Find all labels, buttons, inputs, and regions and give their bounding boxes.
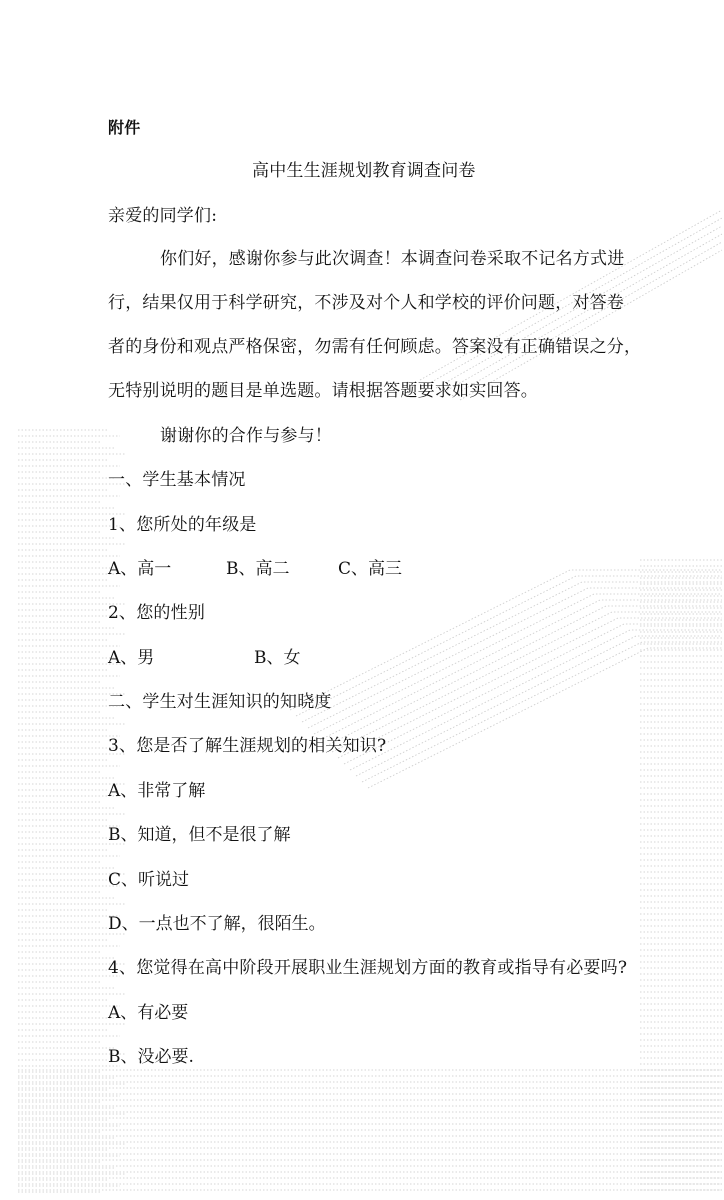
q2-option-a: A、男 bbox=[108, 648, 155, 668]
question-1: 1、您所处的年级是 bbox=[108, 515, 257, 535]
question-3: 3、您是否了解生涯规划的相关知识? bbox=[108, 736, 387, 756]
section-2-heading: 二、学生对生涯知识的知晓度 bbox=[108, 692, 332, 712]
q3-option-c: C、听说过 bbox=[108, 870, 190, 890]
q1-option-b: B、高二 bbox=[226, 559, 290, 579]
q3-option-a: A、非常了解 bbox=[108, 781, 206, 801]
q1-option-c: C、高三 bbox=[338, 559, 403, 579]
section-1-heading: 一、学生基本情况 bbox=[108, 470, 246, 490]
document-title: 高中生生涯规划教育调查问卷 bbox=[252, 161, 476, 181]
q4-option-b: B、没必要. bbox=[108, 1047, 194, 1067]
q2-option-b: B、女 bbox=[254, 648, 301, 668]
greeting: 亲爱的同学们: bbox=[108, 206, 218, 226]
thanks-line: 谢谢你的合作与参与！ bbox=[160, 426, 332, 446]
intro-line-2: 行，结果仅用于科学研究，不涉及对个人和学校的评价问题，对答卷 bbox=[108, 293, 624, 313]
intro-line-3: 者的身份和观点严格保密，勿需有任何顾虑。答案没有正确错误之分， bbox=[108, 337, 642, 357]
q4-option-a: A、有必要 bbox=[108, 1003, 189, 1023]
intro-line-1: 你们好，感谢你参与此次调查！本调查问卷采取不记名方式进 bbox=[160, 249, 625, 269]
q3-option-b: B、知道，但不是很了解 bbox=[108, 825, 291, 845]
intro-line-4: 无特别说明的题目是单选题。请根据答题要求如实回答。 bbox=[108, 381, 538, 401]
attachment-label: 附件 bbox=[108, 118, 141, 137]
question-4: 4、您觉得在高中阶段开展职业生涯规划方面的教育或指导有必要吗? bbox=[108, 958, 628, 978]
question-2: 2、您的性别 bbox=[108, 603, 206, 623]
q3-option-d: D、一点也不了解，很陌生。 bbox=[108, 914, 326, 934]
q1-option-a: A、高一 bbox=[108, 559, 172, 579]
